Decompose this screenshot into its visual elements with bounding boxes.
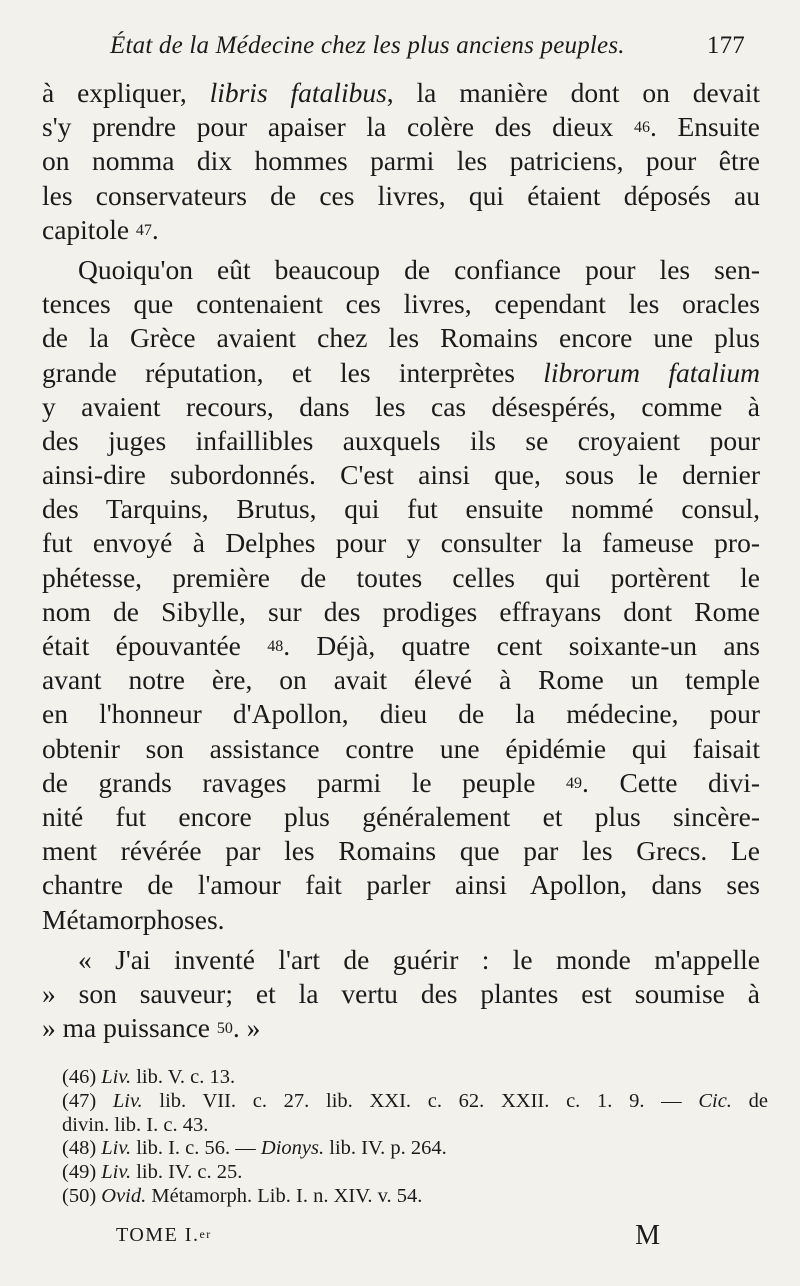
text-run: » ma puissance — [42, 1012, 217, 1044]
text-run: capitole — [42, 213, 136, 245]
note-text: de — [731, 1089, 768, 1112]
text-run: grande réputation, et les interprètes — [42, 356, 544, 388]
note-marker: (50) — [62, 1184, 102, 1207]
footnote-47 — [62, 1090, 768, 1114]
note-author: Cic. — [698, 1089, 732, 1112]
footnote-ref-46[interactable]: 46 — [633, 119, 650, 137]
text-run: . Ensuite — [649, 111, 760, 143]
quote-line — [42, 1011, 760, 1045]
note-text: lib. I. c. 56. — — [131, 1137, 261, 1160]
text-run: . Cette divi- — [582, 766, 760, 798]
text-run: . — [151, 213, 159, 245]
text-line — [42, 766, 760, 800]
footnote-ref-50[interactable]: 50 — [216, 1020, 233, 1038]
page-footer — [116, 1220, 660, 1251]
text-line — [42, 629, 760, 663]
text-line: on nomma dix hommes parmi les patriciens, pour être — [42, 145, 760, 177]
text-line — [42, 110, 760, 144]
running-title: État de la Médecine chez les plus anciens peuples. — [110, 32, 625, 59]
text-run: , la manière dont on devait — [386, 77, 760, 108]
text-line — [42, 76, 760, 110]
text-line: avant notre ère, on avait élevé à Rome un temple — [42, 664, 760, 696]
text-run: s'y prendre pour apaiser la colère des dieux — [42, 111, 634, 143]
text-run: était épouvantée — [42, 630, 268, 661]
note-marker: (48) — [62, 1137, 102, 1160]
text-line: les conservateurs de ces livres, qui étaient déposés au — [42, 179, 760, 211]
text-line: des juges infaillibles auxquels ils se croyaient pour — [42, 424, 760, 456]
note-author: Liv. — [101, 1066, 132, 1088]
footnotes — [62, 1066, 768, 1209]
text-line: Quoiqu'on eût beaucoup de confiance pour les sen- — [78, 253, 760, 285]
text-run: à expliquer, — [42, 77, 210, 108]
page-number: 177 — [706, 32, 745, 59]
note-text: lib. VII. c. 27. lib. XXI. c. 62. XXII. c. 1. 9. — — [142, 1089, 699, 1112]
main-text — [42, 76, 760, 1045]
quote-line: « J'ai inventé l'art de guérir : le monde m'appelle — [78, 943, 760, 975]
running-header — [110, 32, 745, 60]
text-line: phétesse, première de toutes celles qui portèrent le — [42, 561, 760, 593]
footnote-48 — [62, 1137, 768, 1161]
tome-label — [116, 1224, 212, 1246]
note-text: lib. V. c. 13. — [131, 1066, 236, 1088]
footnote-46 — [62, 1066, 768, 1090]
footnote-47-cont: divin. lib. I. c. 43. — [62, 1113, 209, 1136]
text-line — [42, 213, 760, 247]
latin-phrase: libris fatalibus — [209, 77, 387, 108]
quote-line: » son sauveur; et la vertu des plantes est soumise à — [42, 977, 760, 1009]
footnote-ref-48[interactable]: 48 — [267, 638, 284, 655]
note-author: Ovid. — [101, 1184, 147, 1207]
note-author: Liv. — [101, 1137, 132, 1160]
text-line: obtenir son assistance contre une épidémie qui faisait — [42, 732, 760, 764]
text-line: ainsi-dire subordonnés. C'est ainsi que, sous le dernier — [42, 459, 760, 491]
text-line — [42, 356, 760, 390]
text-line: des Tarquins, Brutus, qui fut ensuite nommé consul, — [42, 493, 760, 525]
tome-text: TOME I. — [116, 1224, 200, 1246]
footnote-49 — [62, 1161, 768, 1185]
text-line: nité fut encore plus généralement et plus sincère- — [42, 800, 760, 832]
text-line: Métamorphoses. — [42, 903, 225, 935]
footnote-ref-47[interactable]: 47 — [135, 221, 152, 239]
text-run: . » — [232, 1012, 261, 1044]
note-text: lib. IV. p. 264. — [324, 1137, 447, 1160]
text-run: de grands ravages parmi le peuple — [42, 766, 566, 798]
text-run: . Déjà, quatre cent soixante-un ans — [283, 630, 761, 661]
note-author: Liv. — [101, 1161, 132, 1184]
text-line: ment révérée par les Romains que par les Grecs. Le — [42, 835, 760, 867]
note-text: lib. IV. c. 25. — [131, 1161, 243, 1184]
text-line: de la Grèce avaient chez les Romains encore une plus — [42, 322, 760, 354]
footnote-ref-49[interactable]: 49 — [566, 774, 582, 792]
footnote-50 — [62, 1185, 768, 1209]
signature-mark: M — [635, 1220, 660, 1251]
text-line: en l'honneur d'Apollon, dieu de la médecine, pour — [42, 698, 760, 730]
text-line: fut envoyé à Delphes pour y consulter la fameuse pro- — [42, 527, 760, 559]
note-marker: (49) — [62, 1161, 102, 1184]
text-line: nom de Sibylle, sur des prodiges effrayans dont Rome — [42, 595, 760, 627]
text-line: y avaient recours, dans les cas désespérés, comme à — [42, 390, 760, 422]
note-marker: (47) — [62, 1089, 113, 1112]
latin-phrase: librorum fatalium — [543, 356, 760, 388]
tome-superscript: er — [199, 1227, 212, 1241]
note-text: Métamorph. Lib. I. n. XIV. v. 54. — [146, 1184, 423, 1207]
text-line: chantre de l'amour fait parler ainsi Apollon, dans ses — [42, 869, 760, 901]
note-marker: (46) — [62, 1066, 102, 1088]
note-author: Liv. — [112, 1089, 143, 1112]
text-line: tences que contenaient ces livres, cependant les oracles — [42, 288, 760, 320]
note-author: Dionys. — [260, 1137, 325, 1160]
